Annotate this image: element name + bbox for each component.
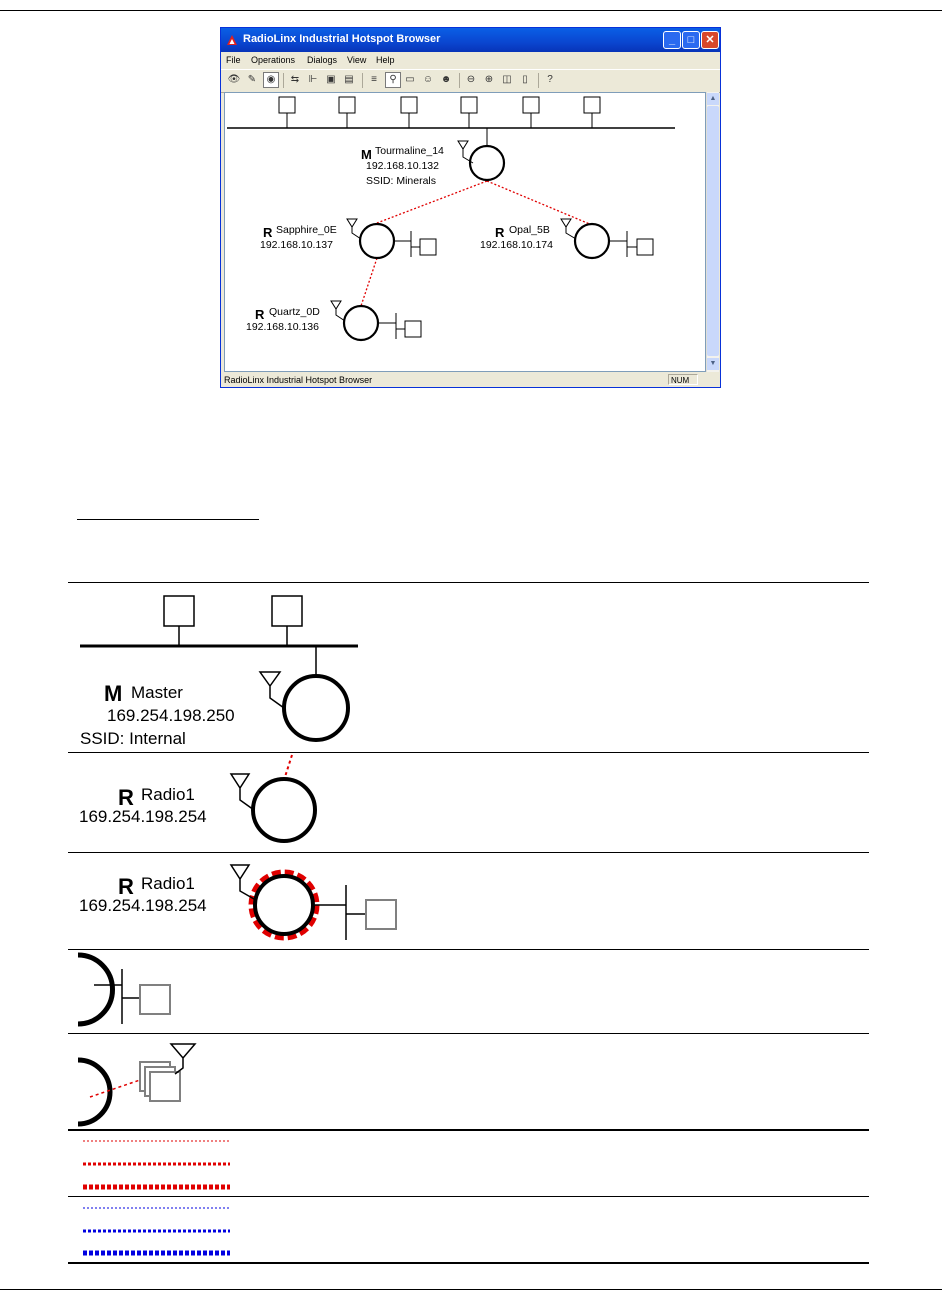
refresh-icon[interactable]: ◉ bbox=[263, 72, 279, 88]
page-top-rule bbox=[0, 10, 942, 11]
num-lock-indicator: NUM bbox=[668, 374, 698, 385]
legend-master-ip: 169.254.198.250 bbox=[107, 706, 235, 725]
window-title: RadioLinx Industrial Hotspot Browser bbox=[243, 33, 441, 45]
fit-icon[interactable]: ◫ bbox=[502, 74, 512, 85]
scroll-down-icon[interactable]: ▼ bbox=[707, 358, 719, 370]
legend-radio-role-letter: R bbox=[118, 785, 134, 810]
zoom-out-icon[interactable]: ⊖ bbox=[466, 74, 476, 85]
user-icon[interactable]: ☻ bbox=[440, 74, 452, 85]
scroll-thumb[interactable] bbox=[707, 106, 719, 356]
minimize-button[interactable]: _ bbox=[663, 31, 681, 49]
master-ip: 192.168.10.132 bbox=[366, 160, 439, 172]
table-rule bbox=[68, 752, 869, 753]
users-icon[interactable]: ☺ bbox=[422, 74, 434, 85]
legend-master-role-letter: M bbox=[104, 681, 123, 706]
legend-radio-ip: 169.254.198.254 bbox=[79, 807, 207, 826]
wand-icon[interactable]: ✎ bbox=[247, 74, 257, 85]
repeater-name-sapphire: Sapphire_0E bbox=[276, 224, 337, 236]
table-rule bbox=[68, 1262, 869, 1264]
legend-radio-symbol bbox=[231, 755, 315, 841]
master-radio-node[interactable] bbox=[458, 141, 504, 180]
properties-icon[interactable]: ▤ bbox=[344, 74, 354, 85]
legend-selected-radio-symbol bbox=[231, 865, 396, 940]
transfer-icon[interactable]: ⇆ bbox=[290, 74, 300, 85]
menu-file[interactable]: File bbox=[226, 55, 241, 65]
status-text: RadioLinx Industrial Hotspot Browser bbox=[224, 375, 373, 385]
zoom-in-icon[interactable]: ⊕ bbox=[484, 74, 494, 85]
table-rule bbox=[68, 1196, 869, 1197]
legend-radio-role-letter: R bbox=[118, 874, 134, 899]
hotspot-browser-window bbox=[220, 27, 721, 388]
legend-master-ssid: SSID: Internal bbox=[80, 729, 186, 748]
repeater-ip-quartz: 192.168.10.136 bbox=[246, 321, 319, 333]
repeater-node-opal[interactable] bbox=[561, 219, 653, 258]
toolbar bbox=[221, 69, 720, 93]
toolbar-separator bbox=[362, 73, 363, 88]
repeater-role-letter: R bbox=[255, 307, 265, 322]
maximize-button[interactable]: □ bbox=[682, 31, 700, 49]
wireless-links bbox=[361, 181, 592, 306]
legend-wireless-clients-symbol bbox=[78, 1044, 195, 1124]
legend-master-name: Master bbox=[131, 683, 183, 702]
legend-ethernet-client-symbol bbox=[78, 955, 170, 1024]
master-role-letter: M bbox=[361, 147, 372, 162]
section-heading-underline bbox=[77, 519, 259, 520]
repeater-name-quartz: Quartz_0D bbox=[269, 306, 320, 318]
table-rule bbox=[68, 852, 869, 853]
table-rule bbox=[68, 1033, 869, 1034]
topology-canvas[interactable] bbox=[224, 92, 706, 372]
toolbar-separator bbox=[538, 73, 539, 88]
document-icon[interactable]: ▯ bbox=[522, 74, 528, 85]
page-bottom-rule bbox=[0, 1289, 942, 1290]
legend-radio-name: Radio1 bbox=[141, 874, 195, 893]
repeater-name-opal: Opal_5B bbox=[509, 224, 550, 236]
title-bar[interactable] bbox=[221, 28, 720, 52]
legend-radio-name: Radio1 bbox=[141, 785, 195, 804]
help-icon[interactable]: ? bbox=[547, 74, 553, 85]
master-name: Tourmaline_14 bbox=[375, 145, 444, 157]
repeater-role-letter: R bbox=[495, 225, 505, 240]
menu-operations[interactable]: Operations bbox=[251, 55, 296, 65]
ethernet-hosts bbox=[279, 97, 600, 145]
radiolinx-logo-icon bbox=[226, 34, 238, 46]
toolbar-separator bbox=[283, 73, 284, 88]
repeater-node-sapphire[interactable] bbox=[347, 219, 436, 258]
repeater-node-quartz[interactable] bbox=[331, 301, 421, 340]
master-ssid: SSID: Minerals bbox=[366, 175, 437, 187]
legend-radio-ip: 169.254.198.254 bbox=[79, 896, 207, 915]
topology-view-icon[interactable]: ⚲ bbox=[385, 72, 401, 88]
list-view-icon[interactable]: ≡ bbox=[371, 74, 377, 85]
legend-blue-link-lines bbox=[83, 1208, 230, 1253]
table-rule bbox=[68, 949, 869, 950]
vertical-scrollbar[interactable] bbox=[706, 92, 719, 372]
legend-red-link-lines bbox=[83, 1141, 230, 1187]
menu-help[interactable]: Help bbox=[376, 55, 395, 65]
menu-bar bbox=[221, 52, 720, 68]
menu-view[interactable]: View bbox=[347, 55, 367, 65]
toolbar-separator bbox=[459, 73, 460, 88]
status-bar bbox=[221, 373, 720, 387]
network-icon[interactable]: ▣ bbox=[326, 74, 336, 85]
scroll-up-icon[interactable]: ▲ bbox=[707, 93, 719, 105]
repeater-ip-sapphire: 192.168.10.137 bbox=[260, 239, 333, 251]
close-button[interactable]: ✕ bbox=[701, 31, 719, 49]
menu-dialogs[interactable]: Dialogs bbox=[307, 55, 338, 65]
repeater-role-letter: R bbox=[263, 225, 273, 240]
repeater-ip-opal: 192.168.10.174 bbox=[480, 239, 553, 251]
table-rule bbox=[68, 582, 869, 583]
binoculars-icon[interactable]: 👁 bbox=[227, 74, 241, 85]
computer-icon[interactable]: ▭ bbox=[405, 74, 415, 85]
table-rule bbox=[68, 1129, 869, 1131]
signal-icon[interactable]: ⊩ bbox=[308, 74, 318, 85]
